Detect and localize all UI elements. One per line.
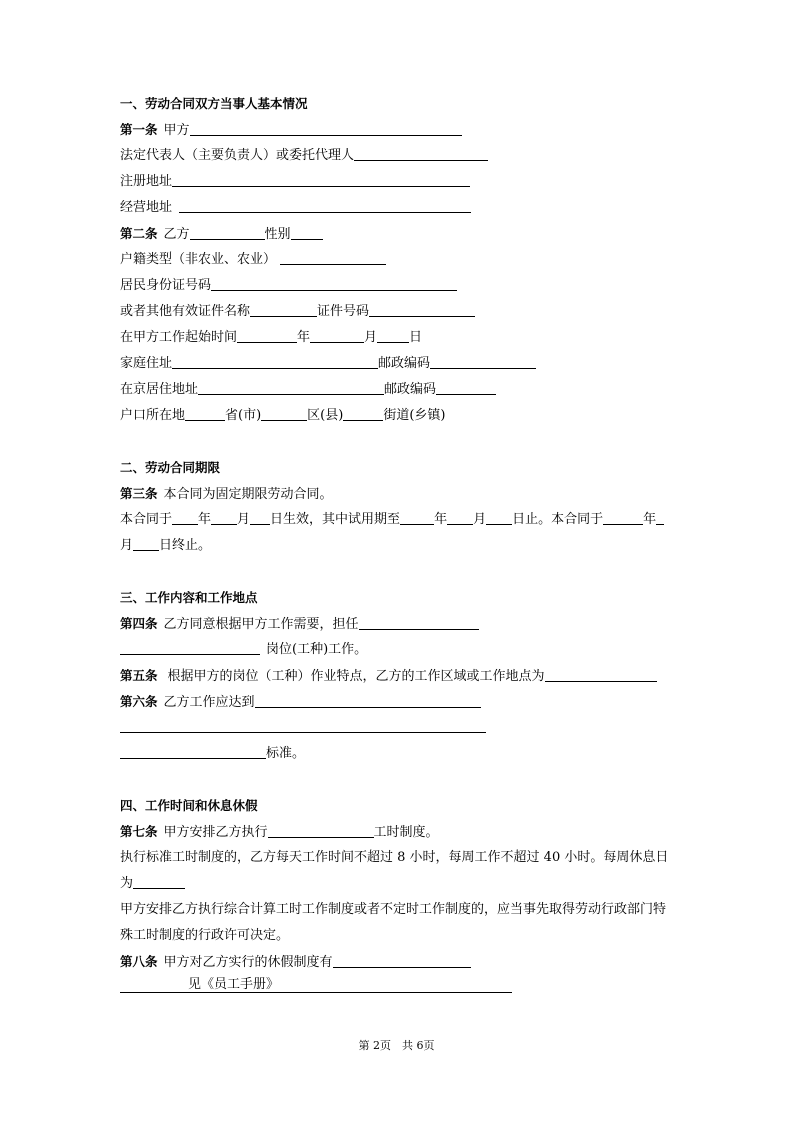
home-address-line — [120, 354, 536, 374]
start-month-blank[interactable] — [310, 329, 364, 343]
rest-day-line — [120, 874, 185, 894]
leave-system-blank-2[interactable] — [120, 979, 512, 993]
article-label: 第四条 — [120, 616, 158, 631]
article-7 — [120, 822, 439, 842]
article-4-cont-text: 岗位(工种)工作。 — [266, 642, 368, 657]
probation-year-blank[interactable] — [400, 511, 434, 525]
hukou-line — [120, 406, 445, 426]
start-time-label: 在甲方工作起始时间 — [120, 330, 238, 345]
bj-address-blank[interactable] — [198, 381, 384, 395]
article-6-text: 乙方工作应达到 — [163, 695, 255, 710]
hukou-street-blank[interactable] — [343, 407, 383, 421]
start-day-blank[interactable] — [377, 329, 409, 343]
other-id-blank[interactable] — [250, 303, 317, 317]
year-label: 年 — [643, 512, 657, 527]
work-standard-blank[interactable] — [255, 694, 481, 708]
work-standard-blank-3[interactable] — [120, 745, 266, 759]
id-doc-number-label: 证件号码 — [317, 304, 370, 319]
reg-address-line — [120, 172, 470, 192]
party-b-blank[interactable] — [190, 226, 265, 240]
article-7-end: 工时制度。 — [373, 825, 439, 840]
article-6-blank-line — [120, 718, 486, 738]
street-label: 街道(乡镇) — [383, 408, 446, 423]
year-label: 年 — [297, 330, 311, 345]
article-8-text: 甲方对乙方实行的休假制度有 — [163, 955, 333, 970]
gender-blank[interactable] — [291, 226, 323, 240]
reg-address-blank[interactable] — [172, 173, 470, 187]
article-5 — [120, 666, 657, 686]
article-6-end — [120, 744, 305, 764]
household-line — [120, 250, 386, 270]
article-5-text: 根据甲方的岗位（工种）作业特点，乙方的工作区域或工作地点为 — [167, 669, 545, 684]
article-label: 第三条 — [120, 486, 158, 501]
postcode-label: 邮政编码 — [378, 356, 431, 371]
section1-heading: 一、劳动合同双方当事人基本情况 — [120, 96, 308, 111]
party-b-label: 乙方 — [163, 227, 190, 242]
rest-day-blank[interactable] — [133, 875, 185, 889]
comprehensive-hours-line — [120, 900, 666, 920]
article-1 — [120, 120, 462, 140]
rest-day-label: 为 — [120, 876, 134, 891]
section4-heading: 四、工作时间和休息休假 — [120, 798, 258, 813]
home-address-blank[interactable] — [172, 355, 378, 369]
work-standard-blank-2[interactable] — [120, 719, 486, 733]
probation-month-blank[interactable] — [447, 511, 473, 525]
legal-rep-label: 法定代表人（主要负责人）或委托代理人 — [120, 148, 355, 163]
home-postcode-blank[interactable] — [430, 355, 536, 369]
article-6-end-text: 标准。 — [266, 746, 306, 761]
article-label: 第二条 — [120, 226, 158, 241]
month-label: 月 — [237, 512, 251, 527]
start-time-line — [120, 328, 422, 348]
hours-system-blank[interactable] — [268, 824, 374, 838]
section2-heading: 二、劳动合同期限 — [120, 460, 221, 475]
page-footer: 第 2页 共 6页 — [358, 1039, 435, 1052]
hukou-province-blank[interactable] — [185, 407, 225, 421]
term-line-2 — [120, 536, 211, 556]
leave-system-blank[interactable] — [333, 954, 471, 968]
article-label: 第五条 — [120, 668, 158, 683]
biz-address-blank[interactable] — [179, 199, 471, 213]
id-doc-number-blank[interactable] — [369, 303, 475, 317]
other-id-label: 或者其他有效证件名称 — [120, 304, 251, 319]
id-number-blank[interactable] — [211, 277, 457, 291]
article-3 — [120, 484, 333, 504]
comprehensive-hours-line-2 — [120, 926, 289, 946]
work-location-blank[interactable] — [545, 668, 657, 682]
standard-hours-line — [120, 848, 668, 868]
postcode-label: 邮政编码 — [384, 382, 437, 397]
hukou-label: 户口所在地 — [120, 408, 186, 423]
household-blank[interactable] — [280, 251, 386, 265]
position-blank[interactable] — [359, 616, 479, 630]
month-label: 月 — [120, 538, 134, 553]
article-7-text: 甲方安排乙方执行 — [163, 825, 268, 840]
article-8 — [120, 952, 471, 972]
effective-label: 日生效，其中试用期至 — [270, 512, 401, 527]
article-label: 第八条 — [120, 954, 158, 969]
bj-postcode-blank[interactable] — [436, 381, 496, 395]
home-address-label: 家庭住址 — [120, 356, 173, 371]
term-end-month-blank[interactable] — [656, 511, 664, 525]
term-end-year-blank[interactable] — [603, 511, 643, 525]
party-a-blank[interactable] — [190, 122, 462, 136]
household-label: 户籍类型（非农业、农业） — [120, 252, 277, 267]
article-label: 第六条 — [120, 694, 158, 709]
article-4-text: 乙方同意根据甲方工作需要，担任 — [163, 617, 359, 632]
party-a-label: 甲方 — [163, 123, 190, 138]
legal-rep-blank[interactable] — [354, 147, 488, 161]
employee-handbook-ref: 见《员工手册》 — [188, 977, 280, 992]
term-start-month-blank[interactable] — [211, 511, 237, 525]
term-start-label: 本合同于 — [120, 512, 173, 527]
other-id-line — [120, 302, 475, 322]
gender-label: 性别 — [264, 227, 291, 242]
bj-address-line — [120, 380, 496, 400]
section3-heading: 三、工作内容和工作地点 — [120, 590, 258, 605]
term-line-1 — [120, 510, 664, 530]
term-end-day-blank[interactable] — [133, 537, 159, 551]
reg-address-label: 注册地址 — [120, 174, 173, 189]
bj-address-label: 在京居住地址 — [120, 382, 199, 397]
month-label: 月 — [473, 512, 487, 527]
id-number-label: 居民身份证号码 — [120, 278, 212, 293]
term-start-day-blank[interactable] — [250, 511, 270, 525]
legal-rep-line — [120, 146, 488, 166]
comprehensive-hours-text: 甲方安排乙方执行综合计算工时工作制度或者不定时工作制度的，应当事先取得劳动行政部门特 — [120, 902, 667, 917]
month-label: 月 — [364, 330, 378, 345]
article-3-text: 本合同为固定期限劳动合同。 — [163, 487, 333, 502]
year-label: 年 — [198, 512, 212, 527]
article-label: 第七条 — [120, 824, 158, 839]
day-label: 日 — [409, 330, 423, 345]
comprehensive-hours-text-2: 殊工时制度的行政许可决定。 — [120, 928, 290, 943]
year-label: 年 — [434, 512, 448, 527]
article-6 — [120, 692, 481, 712]
position-blank-2[interactable] — [120, 641, 260, 655]
biz-address-line — [120, 198, 471, 218]
day-end-label: 日终止。 — [159, 538, 212, 553]
hukou-district-blank[interactable] — [261, 407, 307, 421]
article-2 — [120, 224, 323, 244]
article-8-cont — [120, 978, 512, 998]
article-label: 第一条 — [120, 122, 158, 137]
term-start-year-blank[interactable] — [172, 511, 198, 525]
id-number-line — [120, 276, 457, 296]
start-year-blank[interactable] — [237, 329, 297, 343]
article-4 — [120, 614, 479, 634]
article-4-cont — [120, 640, 367, 660]
district-label: 区(县) — [307, 408, 344, 423]
biz-address-label: 经营地址 — [120, 200, 173, 215]
end-label: 日止。本合同于 — [512, 512, 604, 527]
standard-hours-text: 执行标准工时制度的，乙方每天工作时间不超过 8 小时，每周工作不超过 40 小时。每周休息日 — [120, 850, 669, 865]
province-label: 省(市) — [225, 408, 262, 423]
probation-day-blank[interactable] — [486, 511, 512, 525]
